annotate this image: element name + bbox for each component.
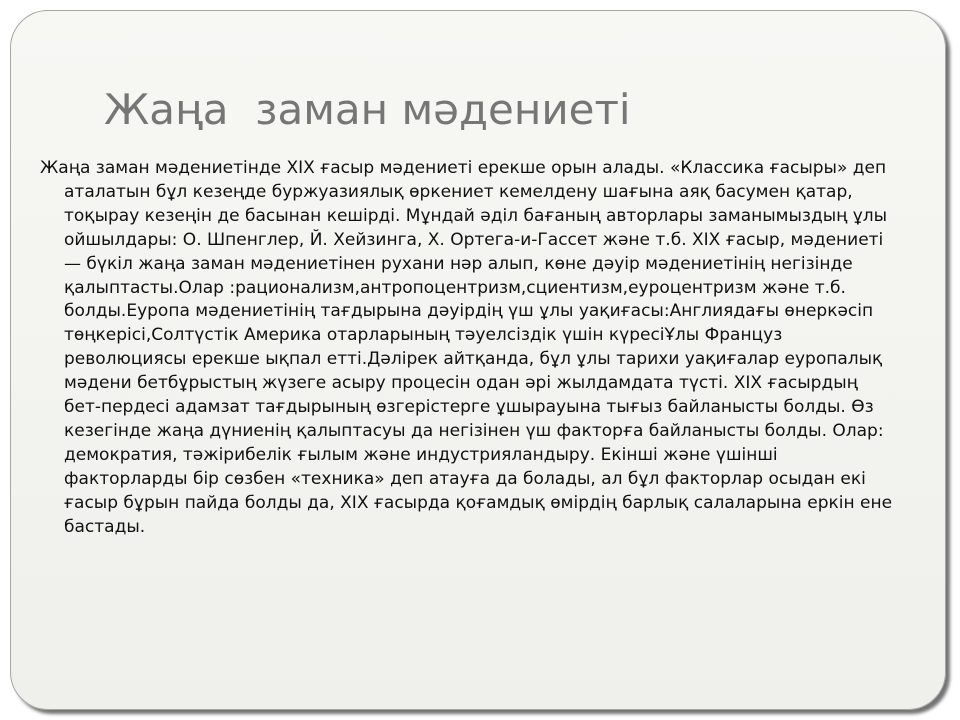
body-paragraph: Жаңа заман мәдениетінде XIX ғасыр мәдениеті ерекше орын алады. «Классика ғасыры» деп аталатын бұл кезеңде буржуазиялық өркениет кемелдену шағына аяқ басумен қатар, тоқырау кезеңін де басынан кешірді. Мұндай әділ бағаның авторлары заманымыздың ұлы ойшылдары: О. Шпенглер, Й. Хейзинга, Х. Ортега-и-Гассет және т.б. XIX ғасыр, мәдениеті — бүкіл жаңа заман мәдениетінен рухани нәр алып, көне дәуір мәдениетінің негізінде қалыптасты.Олар :рационализм,антропоцентризм,сциентизм,еуроцентризм және т.б. болды.Еуропа мәдениетінің тағдырына дәуірдің үш ұлы уақиғасы:Англиядағы өнеркәсіп төңкерісі,Солтүстік Америка отарларының тәуелсіздік үшін күресіҰлы Француз революциясы ерекше ықпал етті.Дәлірек айтқанда, бұл ұлы тарихи уақиғалар еуропалық мәдени бетбұрыстың жүзеге асыру процесін одан әрі жылдамдата түсті. XIX ғасырдың бет-пердесі адамзат тағдырының өзгерістерге ұшырауына тығыз байланысты болды. Өз кезегінде жаңа дүниенің қалыптасуы да негізінен үш факторға байланысты болды. Олар: демократия, тәжірибелік ғылым және индустрияландыру. Екінші және үшінші факторларды бір сөзбен «техника» деп атауға да болады, ал бұл факторлар осыдан екі ғасыр бұрын пайда болды да, XIX ғасырда қоғамдық өмірдің барлық салаларына еркін ене бастады. (40, 158, 893, 537)
slide-body-text (40, 157, 898, 540)
slide-title: Жаңа заман мәдениеті (104, 85, 631, 134)
